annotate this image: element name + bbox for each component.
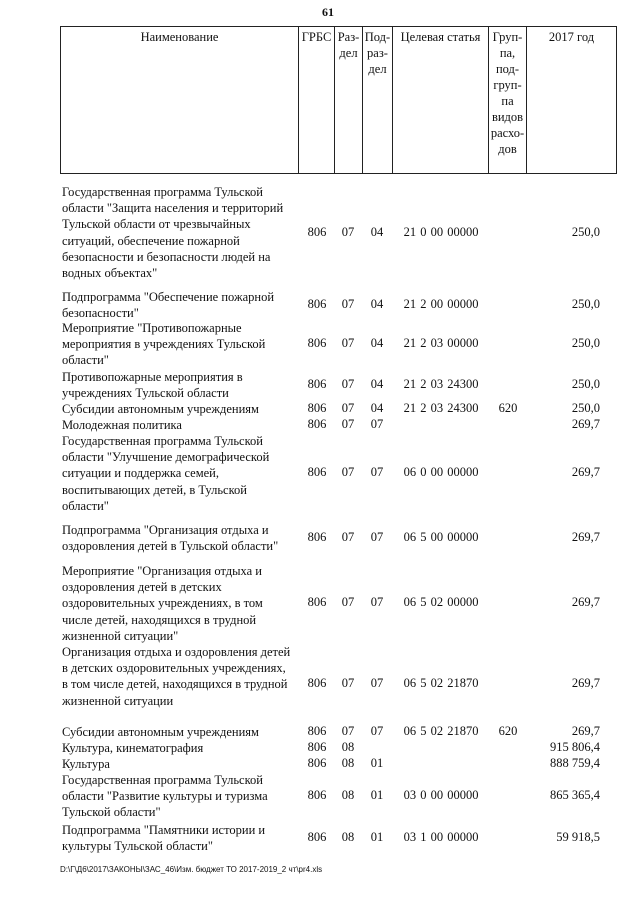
row-amount: 59 918,5: [556, 830, 600, 845]
row-razdel: 08: [341, 830, 355, 845]
row-name: Противопожарные мероприятия в учреждениях Тульской области: [62, 370, 243, 401]
row-amount: 269,7: [571, 465, 600, 480]
row-podrazdel: 07: [370, 530, 384, 545]
row-target-article: 03 0 00 00000: [403, 788, 479, 803]
row-razdel: 07: [341, 336, 355, 351]
row-amount: 915 806,4: [550, 740, 600, 754]
row-razdel: 08: [341, 756, 355, 770]
row-grbs: 806: [307, 224, 327, 239]
row-razdel: 08: [341, 788, 355, 803]
row-target-article: 21 2 03 24300: [403, 401, 479, 415]
row-target-article: 06 5 02 00000: [403, 595, 479, 610]
row-podrazdel: 04: [370, 377, 384, 392]
row-name: Культура, кинематография: [62, 741, 204, 755]
row-name: Государственная программа Тульской области "Развитие культуры и туризма Тульской области": [62, 773, 268, 820]
row-amount: 250,0: [571, 336, 600, 351]
row-grbs: 806: [307, 676, 327, 691]
row-amount: 250,0: [571, 401, 600, 415]
row-podrazdel: 01: [370, 756, 384, 770]
row-target-article: 21 2 03 24300: [403, 377, 479, 392]
row-expense-type: 620: [498, 724, 518, 738]
row-podrazdel: 04: [370, 297, 384, 312]
row-amount: 269,7: [571, 724, 600, 738]
row-amount: 888 759,4: [550, 756, 600, 770]
row-grbs: 806: [307, 724, 327, 738]
row-razdel: 07: [341, 530, 355, 545]
row-grbs: 806: [307, 830, 327, 845]
header-razdel: Раз- дел: [335, 27, 363, 173]
row-podrazdel: 04: [370, 401, 384, 415]
file-path-footer: D:\Г\Д6\2017\ЗАКОНЫ\ЗАС_46\Изм. бюджет ТО 2017-2019_2 чт\pr4.xls: [60, 865, 323, 874]
row-grbs: 806: [307, 788, 327, 803]
row-target-article: 21 2 00 00000: [403, 297, 479, 312]
row-grbs: 806: [307, 377, 327, 392]
row-amount: 250,0: [571, 377, 600, 392]
table-header: [60, 26, 617, 174]
row-razdel: 07: [341, 724, 355, 738]
row-target-article: 06 5 02 21870: [403, 724, 479, 738]
row-razdel: 07: [341, 224, 355, 239]
row-name: Культура: [62, 757, 110, 771]
row-podrazdel: 07: [370, 465, 384, 480]
row-podrazdel: 01: [370, 830, 384, 845]
row-podrazdel: 01: [370, 788, 384, 803]
header-grbs: ГРБС: [299, 27, 335, 173]
row-name: Субсидии автономным учреждениям: [62, 725, 259, 739]
row-razdel: 07: [341, 297, 355, 312]
row-grbs: 806: [307, 417, 327, 431]
row-amount: 250,0: [571, 297, 600, 312]
row-target-article: 06 5 00 00000: [403, 530, 479, 545]
row-name: Организация отдыха и оздоровления детей в детских оздоровительных учреждениях, в том числе детей, находящихся в трудной жизненной ситуации: [62, 645, 291, 708]
row-grbs: 806: [307, 740, 327, 754]
row-target-article: 21 2 03 00000: [403, 336, 479, 351]
row-grbs: 806: [307, 336, 327, 351]
row-razdel: 08: [341, 740, 355, 754]
row-name: Подпрограмма "Памятники истории и культуры Тульской области": [62, 823, 266, 854]
row-name: Мероприятие "Организация отдыха и оздоровления детей в детских оздоровительных учреждениях, в том числе детей, находящихся в трудной жизненной ситуации": [62, 564, 263, 643]
page-number: 61: [322, 5, 334, 19]
row-grbs: 806: [307, 401, 327, 415]
row-name: Мероприятие "Противопожарные мероприятия в учреждениях Тульской области": [62, 321, 266, 368]
row-amount: 269,7: [571, 595, 600, 610]
row-razdel: 07: [341, 465, 355, 480]
row-target-article: 06 5 02 21870: [403, 676, 479, 691]
row-name: Государственная программа Тульской области "Защита населения и территорий Тульской области от чрезвычайных ситуаций, обеспечение пожарной безопасности и безопасности людей на водных объектах": [62, 185, 284, 281]
header-podrazdel: Под- раз- дел: [363, 27, 393, 173]
header-celevaya: Целевая статья: [393, 27, 489, 173]
row-razdel: 07: [341, 417, 355, 431]
row-grbs: 806: [307, 297, 327, 312]
row-podrazdel: 07: [370, 595, 384, 610]
row-expense-type: 620: [498, 401, 518, 415]
row-podrazdel: 07: [370, 724, 384, 738]
row-grbs: 806: [307, 595, 327, 610]
header-vid: Груп- па, под- груп- па видов расхо- дов: [489, 27, 527, 173]
row-podrazdel: 07: [370, 417, 384, 431]
row-name: Субсидии автономным учреждениям: [62, 402, 259, 416]
row-target-article: 06 0 00 00000: [403, 465, 479, 480]
row-podrazdel: 04: [370, 336, 384, 351]
header-name: Наименование: [61, 27, 299, 173]
row-name: Подпрограмма "Обеспечение пожарной безопасности": [62, 290, 275, 321]
row-amount: 269,7: [571, 417, 600, 431]
row-grbs: 806: [307, 756, 327, 770]
row-amount: 269,7: [571, 530, 600, 545]
row-amount: 250,0: [571, 224, 600, 239]
row-podrazdel: 07: [370, 676, 384, 691]
row-amount: 865 365,4: [550, 788, 600, 803]
row-target-article: 21 0 00 00000: [403, 224, 479, 239]
row-grbs: 806: [307, 530, 327, 545]
row-razdel: 07: [341, 377, 355, 392]
row-razdel: 07: [341, 676, 355, 691]
row-name: Молодежная политика: [62, 418, 182, 432]
row-target-article: 03 1 00 00000: [403, 830, 479, 845]
row-name: Государственная программа Тульской области "Улучшение демографической ситуации и поддержка семей, воспитывающих детей, в Тульской области": [62, 434, 270, 513]
header-year: 2017 год: [548, 30, 595, 44]
row-amount: 269,7: [571, 676, 600, 691]
row-razdel: 07: [341, 401, 355, 415]
row-grbs: 806: [307, 465, 327, 480]
row-razdel: 07: [341, 595, 355, 610]
row-podrazdel: 04: [370, 224, 384, 239]
row-name: Подпрограмма "Организация отдыха и оздоровления детей в Тульской области": [62, 523, 279, 554]
